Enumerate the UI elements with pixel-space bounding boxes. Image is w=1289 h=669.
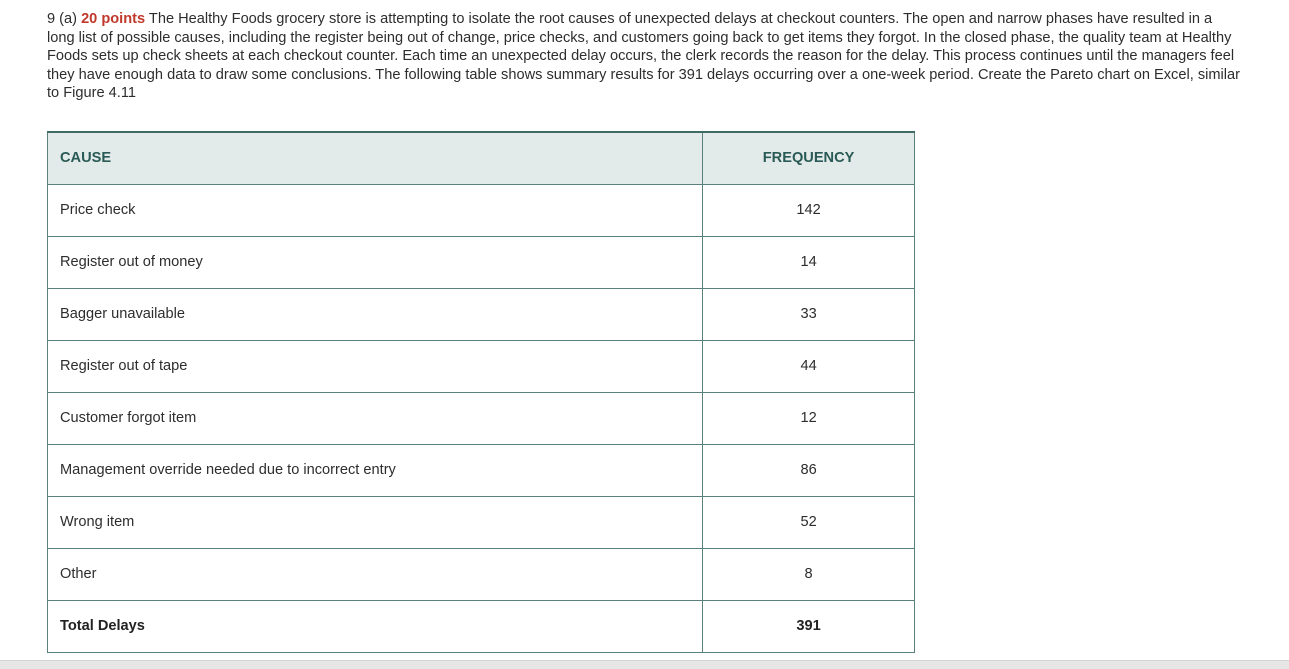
total-row [48,600,915,652]
frequency-cell: 142 [703,184,915,236]
cause-cell: Price check [48,184,703,236]
cause-cell: Customer forgot item [48,392,703,444]
question-body: The Healthy Foods grocery store is attempting to isolate the root causes of unexpected delays at checkout counters. The open and narrow phases have resulted in a long list of possible causes, including the register being out of change, price checks, and customers going back to get items they forgot. In the closed phase, the quality team at Healthy Foods sets up check sheets at each checkout counter. Each time an unexpected delay occurs, the clerk records the reason for the delay. This process continues until the managers feel they have enough data to draw some conclusions. The following table shows summary results for 391 delays occurring over a one-week period. Create the Pareto chart on Excel, similar to Figure 4.11 [47,11,1240,101]
cause-cell: Other [48,548,703,600]
question-number: 9 (a) [47,11,82,27]
table-row [48,444,915,496]
cause-cell: Wrong item [48,496,703,548]
table-header-row [48,132,915,184]
frequency-cell: 8 [703,548,915,600]
question-text [47,10,1242,103]
cause-cell: Register out of money [48,236,703,288]
total-label: Total Delays [48,600,703,652]
frequency-column-header: FREQUENCY [703,132,915,184]
horizontal-scrollbar[interactable] [0,660,1289,669]
frequency-cell: 52 [703,496,915,548]
delay-causes-table [47,131,915,653]
cause-cell: Bagger unavailable [48,288,703,340]
total-frequency: 391 [703,600,915,652]
frequency-cell: 86 [703,444,915,496]
frequency-cell: 12 [703,392,915,444]
table-row [48,236,915,288]
table-row [48,288,915,340]
frequency-cell: 44 [703,340,915,392]
cause-cell: Management override needed due to incorrect entry [48,444,703,496]
table-row [48,392,915,444]
cause-column-header: CAUSE [48,132,703,184]
frequency-cell: 14 [703,236,915,288]
cause-cell: Register out of tape [48,340,703,392]
table-row [48,340,915,392]
points-label: 20 points [81,11,146,27]
table-row [48,184,915,236]
frequency-cell: 33 [703,288,915,340]
table-row [48,548,915,600]
table-row [48,496,915,548]
